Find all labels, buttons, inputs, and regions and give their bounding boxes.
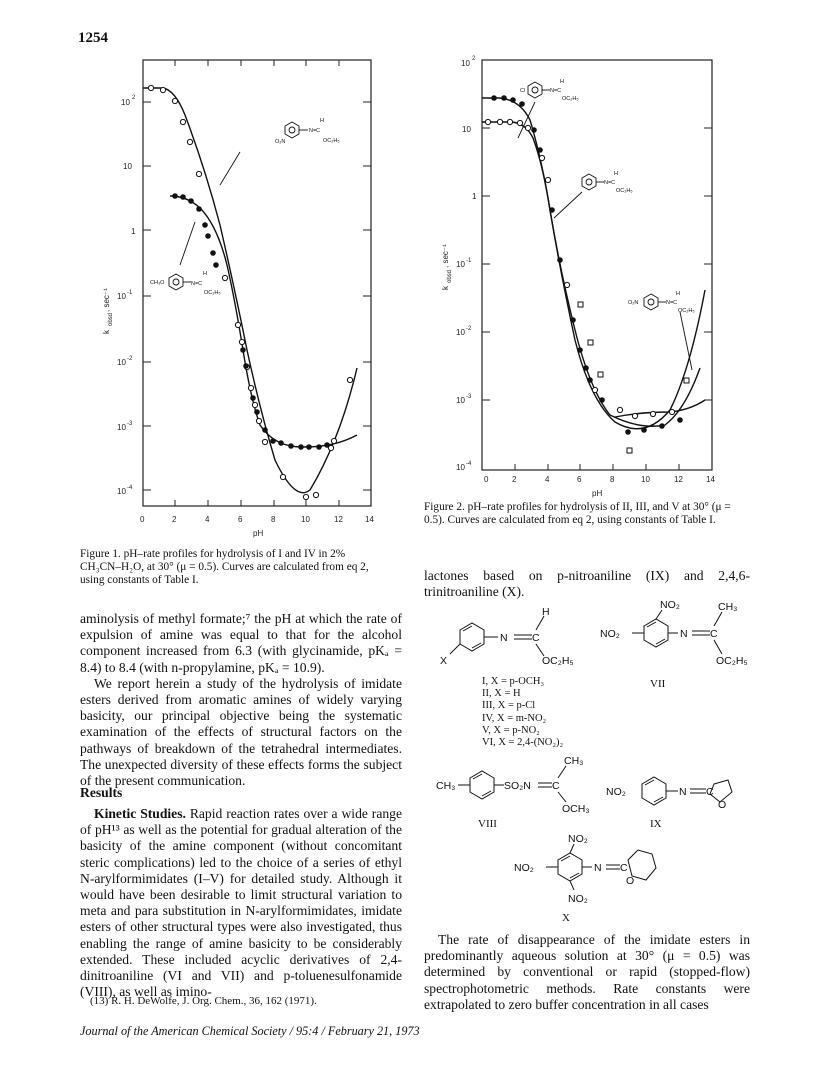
svg-text:2: 2 [472,56,476,62]
svg-text:NO₂: NO₂ [568,833,588,845]
svg-text:10: 10 [121,98,130,107]
svg-text:NO₂: NO₂ [514,862,534,874]
structure-vii [596,598,756,678]
svg-text:O₂N: O₂N [275,139,286,145]
svg-text:N=C: N=C [604,180,616,186]
svg-text:14: 14 [706,475,715,484]
svg-text:C: C [552,780,560,792]
svg-text:NO₂: NO₂ [606,786,626,798]
svg-text:CH₃: CH₃ [718,601,738,613]
svg-text:10: 10 [462,125,471,134]
svg-text:N: N [679,786,687,798]
svg-text:8: 8 [271,515,276,524]
svg-text:OC₂H₅: OC₂H₅ [323,138,340,144]
svg-text:C: C [620,862,628,874]
structure-x [514,830,694,910]
svg-text:10: 10 [456,260,465,269]
journal-footer: Journal of the American Chemical Society / 95:4 / February 21, 1973 [80,1024,420,1038]
figure-1-caption: Figure 1. pH–rate profiles for hydrolysis of I and IV in 2% CH₃CN–H₂O, at 30° (μ = 0.5). Curves are calculated from eq 2, using constants of Table I. [80,548,369,586]
svg-text:10: 10 [117,487,126,496]
svg-text:10: 10 [301,515,310,524]
svg-text:pH: pH [253,529,264,538]
structure-ix [606,770,746,820]
svg-text:N: N [680,628,688,640]
svg-text:10: 10 [117,423,126,432]
svg-text:-3: -3 [466,394,472,400]
page-number: 1254 [78,30,108,46]
svg-text:O₂N: O₂N [628,300,639,306]
svg-text:obsd: obsd [447,269,453,283]
structure-i-vi [436,608,596,668]
svg-text:10: 10 [456,328,465,337]
svg-text:OC₂H₅: OC₂H₅ [678,308,695,314]
svg-text:X: X [440,655,448,667]
svg-text:H: H [676,291,680,297]
svg-text:OC₂H₅: OC₂H₅ [204,290,221,296]
svg-text:N=C: N=C [191,281,203,287]
right-paragraph-1: lactones based on p-nitroaniline (IX) and 2,4,6-trinitroaniline (X). [424,568,750,600]
svg-text:4: 4 [205,515,210,524]
svg-text:-3: -3 [127,421,133,427]
svg-text:8: 8 [610,475,615,484]
kinetic-studies-lead: Kinetic Studies. [94,806,186,821]
svg-text:k: k [102,330,111,334]
svg-text:H: H [203,271,207,277]
svg-text:-1: -1 [466,258,472,264]
svg-text:OCH₃: OCH₃ [562,803,590,814]
svg-text:-2: -2 [127,356,133,362]
svg-text:H: H [560,79,564,85]
svg-text:Cl: Cl [520,88,526,94]
svg-text:NO₂: NO₂ [660,599,680,611]
compound-v: V, X = p-NO₂ [482,724,540,736]
svg-text:, sec⁻¹: , sec⁻¹ [102,288,111,312]
svg-text:NO₂: NO₂ [568,893,588,905]
svg-text:NO₂: NO₂ [600,628,620,640]
svg-text:-2: -2 [466,326,472,332]
svg-text:2: 2 [172,515,177,524]
svg-text:2: 2 [132,95,136,101]
results-heading: Results [80,785,123,800]
svg-text:N=C: N=C [309,128,321,134]
label-viii: VIII [478,818,497,830]
svg-text:1: 1 [131,227,136,236]
svg-text:C: C [710,628,718,640]
svg-text:C: C [532,632,540,644]
figure-1-chart [95,50,395,540]
svg-text:14: 14 [365,515,374,524]
kinetic-studies-paragraph [80,806,402,1000]
svg-text:1: 1 [472,192,477,201]
svg-text:2: 2 [512,475,517,484]
svg-text:6: 6 [238,515,243,524]
svg-text:10: 10 [456,396,465,405]
label-ix: IX [650,818,662,830]
structure-viii [436,754,616,814]
figure-2-chart [430,50,740,498]
svg-text:H: H [614,171,618,177]
compound-i: I, X = p-OCH₃ [482,676,545,687]
svg-text:-4: -4 [466,461,472,467]
label-vii: VII [650,678,666,690]
compound-iv: IV, X = m-NO₂ [482,712,547,724]
compound-vi: VI, X = 2,4-(NO₂)₂ [482,737,564,749]
compound-list [482,676,563,749]
svg-text:O: O [626,875,635,887]
svg-text:0: 0 [140,515,145,524]
svg-text:OC₂H₅: OC₂H₅ [616,188,633,194]
kinetic-studies-text: Rapid reaction rates over a wide range of pH¹³ as well as the potential for gradual alteration of the basicity of the amine component (without concomitant steric complications) led to the choice of a series of ethyl N-arylformimidates (I–V) for detailed study. Although it would have been desirable to limit structural variation to meta and para substitution in N-arylformimidates, imidate esters of other structural types were also investigated, thus enabling the range of amine basicity to be considerably extended. These included acyclic derivatives of 2,4-dinitroaniline (VI and VII) and p-toluenesulfonamide (VIII), as well as imino- [80,806,402,1000]
svg-text:CH₃: CH₃ [564,755,584,767]
svg-text:CH₃: CH₃ [436,780,456,792]
svg-text:OC₂H₅: OC₂H₅ [542,655,574,667]
svg-text:12: 12 [674,475,683,484]
svg-text:N: N [594,862,602,874]
intro-paragraph-1: aminolysis of methyl formate;⁷ the pH at which the rate of expulsion of amine was equal to that for the alcohol component increased from 6.3 (with glycinamide, pKₐ = 8.4) to 8.4 (with n-propylamine, pKₐ = 10.9). [80,611,402,675]
compound-iii: III, X = p-Cl [482,700,536,712]
svg-text:CH₃O: CH₃O [150,280,165,286]
svg-text:H: H [542,608,550,618]
left-column-text [80,611,402,789]
svg-text:-4: -4 [127,485,133,491]
svg-text:10: 10 [641,475,650,484]
svg-text:0: 0 [484,475,489,484]
svg-text:10: 10 [461,59,470,68]
svg-text:O: O [718,799,727,811]
svg-text:OC₂H₅: OC₂H₅ [716,655,748,667]
svg-text:obsd: obsd [108,312,114,326]
svg-text:OC₂H₅: OC₂H₅ [562,96,579,102]
svg-text:N=C: N=C [550,88,562,94]
svg-text:SO₂N: SO₂N [504,780,531,792]
right-paragraph-2: The rate of disappearance of the imidate esters in predominantly aqueous solution at 30° (μ = 0.5) was determined by conventional or rapid (stopped-flow) spectrophotometric methods. Rate constants were extrapolated to zero buffer concentration in all cases [424,932,750,1012]
compound-ii: II, X = H [482,688,521,700]
intro-paragraph-2: We report herein a study of the hydrolysis of imidate esters derived from aromatic amines of widely varying basicity, our principal objective being the systematic examination of the effects of structural factors on the pathways of breakdown of the tetrahedral intermediates. The unexpected diversity of these effects forms the subject of the present communication. [80,675,402,789]
svg-text:C: C [706,786,714,798]
figure-2-caption: Figure 2. pH–rate profiles for hydrolysis of II, III, and V at 30° (μ = 0.5). Curves are calculated from eq 2, using constants of Table I. [424,501,731,526]
svg-text:pH: pH [592,489,603,498]
svg-text:10: 10 [456,463,465,472]
svg-text:k: k [441,286,450,290]
svg-text:10: 10 [123,162,132,171]
footnote-13: (13) R. H. DeWolfe, J. Org. Chem., 36, 162 (1971). [90,995,317,1007]
svg-text:6: 6 [577,475,582,484]
svg-text:4: 4 [545,475,550,484]
svg-text:, sec⁻¹: , sec⁻¹ [441,244,450,268]
svg-text:-1: -1 [127,290,133,296]
svg-text:10: 10 [117,292,126,301]
svg-text:12: 12 [334,515,343,524]
svg-text:N=C: N=C [666,300,678,306]
label-x: X [562,912,570,924]
svg-text:10: 10 [117,358,126,367]
svg-text:H: H [320,118,324,124]
svg-text:N: N [500,632,508,644]
